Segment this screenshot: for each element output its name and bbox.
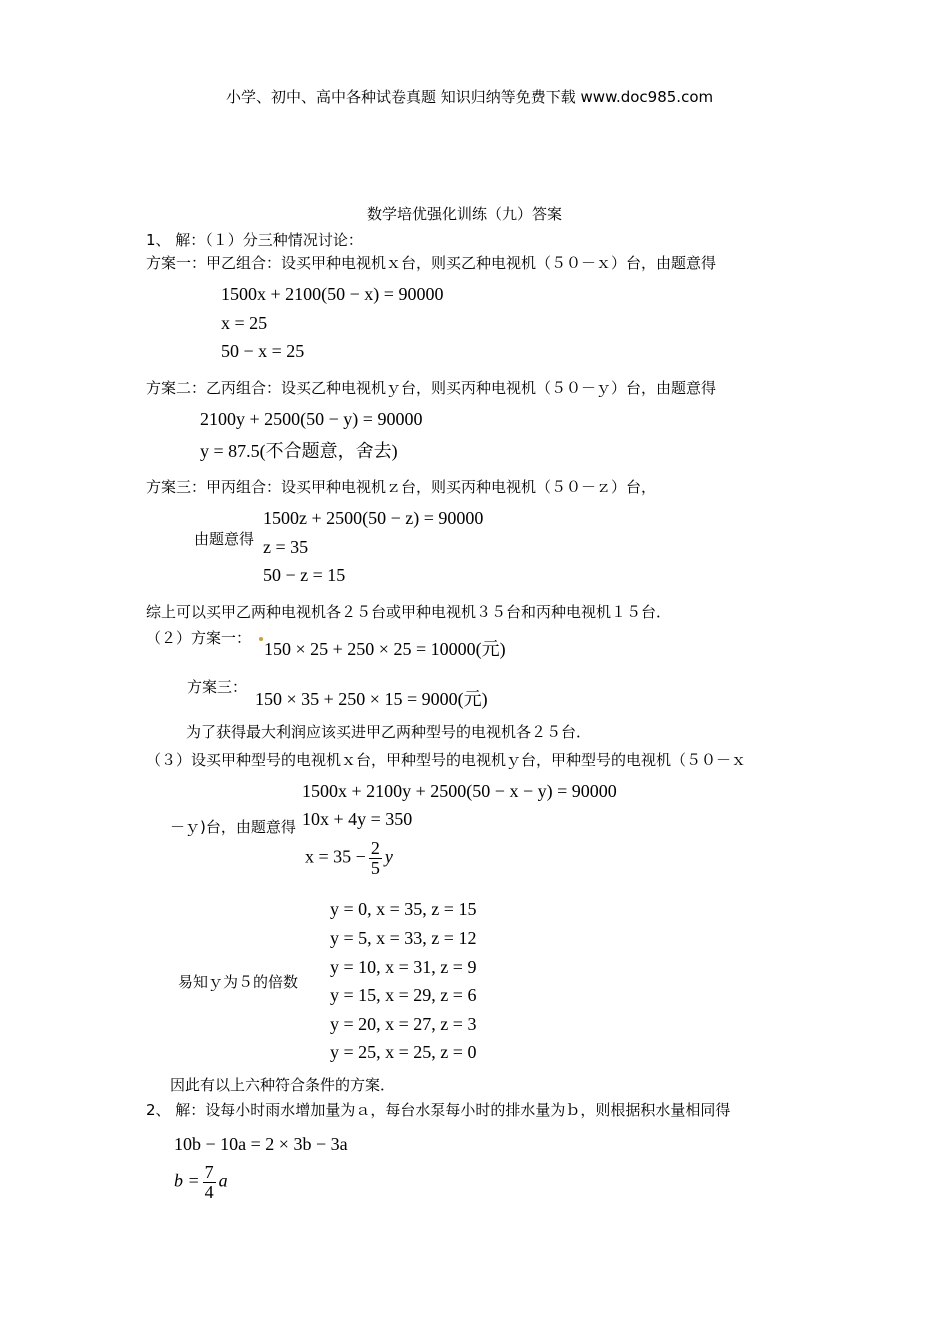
part3-conclusion: 因此有以上六种符合条件的方案． (170, 1076, 396, 1094)
page-header: 小学、初中、高中各种试卷真题 知识归纳等免费下载 www.doc985.com (226, 88, 714, 106)
plan1-equation: 1500x + 2100(50 − x) = 90000 (221, 284, 444, 304)
q2-solution-lhs: b = (174, 1170, 200, 1191)
q1-intro: 1、 解：（１）分三种情况讨论： (146, 231, 363, 249)
q2-equation: 10b − 10a = 2 × 3b − 3a (174, 1134, 348, 1154)
solution-row: y = 25, x = 25, z = 0 (330, 1042, 477, 1062)
plan2-solution: y = 87.5(不合题意，舍去) (200, 441, 398, 461)
part2-conclusion: 为了获得最大利润应该买进甲乙两种型号的电视机各２５台． (186, 723, 592, 741)
q2-solution-rhs: a (218, 1170, 228, 1191)
q2-solution (174, 1163, 228, 1202)
part3-multiple-label: 易知ｙ为５的倍数 (178, 973, 299, 991)
solution-row: y = 15, x = 29, z = 6 (330, 985, 477, 1005)
part2-label-plan3: 方案三： (187, 678, 248, 696)
fraction-denominator: 5 (370, 857, 380, 878)
part2-profit-plan3: 150 × 35 + 250 × 15 = 9000(元) (255, 689, 488, 709)
plan2-text: 方案二：乙丙组合：设买乙种电视机ｙ台，则买丙种电视机（５０－ｙ）台，由题意得 (146, 379, 717, 397)
stray-mark (259, 637, 263, 641)
plan3-equation: 1500z + 2500(50 − z) = 90000 (263, 508, 484, 528)
page-title: 数学培优强化训练（九）答案 (367, 205, 563, 223)
solution-row: y = 20, x = 27, z = 3 (330, 1014, 477, 1034)
plan3-text: 方案三：甲丙组合：设买甲种电视机ｚ台，则买丙种电视机（５０－ｚ）台， (146, 478, 657, 496)
fraction (203, 1163, 216, 1202)
plan3-solution-rest: 50 − z = 15 (263, 565, 346, 585)
solution-row: y = 5, x = 33, z = 12 (330, 928, 477, 948)
plan3-solution-z: z = 35 (263, 537, 309, 557)
part2-profit-plan1: 150 × 25 + 250 × 25 = 10000(元) (264, 639, 506, 659)
part3-equation: 1500x + 2100y + 2500(50 − x − y) = 90000 (302, 781, 617, 801)
solution-row: y = 0, x = 35, z = 15 (330, 899, 477, 919)
q2-text: 2、 解：设每小时雨水增加量为ａ，每台水泵每小时的排水量为ｂ，则根据积水量相同得 (146, 1101, 731, 1119)
q1-summary: 综上可以买甲乙两种电视机各２５台或甲种电视机３５台和丙种电视机１５台． (146, 603, 672, 621)
x-expression-lhs: x = 35 − (305, 846, 366, 867)
part3-simplified: 10x + 4y = 350 (302, 809, 413, 829)
fraction-numerator: 2 (370, 838, 380, 858)
solution-row: y = 10, x = 31, z = 9 (330, 957, 477, 977)
fraction (369, 839, 382, 878)
plan1-solution-x: x = 25 (221, 313, 268, 333)
plan2-equation: 2100y + 2500(50 − y) = 90000 (200, 409, 423, 429)
fraction-numerator: 7 (204, 1162, 214, 1182)
fraction-denominator: 4 (204, 1181, 214, 1202)
x-expression-rhs: y (384, 846, 393, 867)
part3-x-expression (305, 839, 393, 878)
plan1-text: 方案一：甲乙组合：设买甲种电视机ｘ台，则买乙种电视机（５０－ｘ）台，由题意得 (146, 254, 717, 272)
plan1-solution-rest: 50 − x = 25 (221, 341, 305, 361)
part2-label-plan1: （２）方案一： (146, 629, 252, 647)
part3-text-a: （３）设买甲种型号的电视机ｘ台，甲种型号的电视机ｙ台，甲种型号的电视机（５０－ｘ (146, 751, 747, 769)
plan3-label: 由题意得 (194, 530, 255, 548)
part3-text-b: －ｙ)台，由题意得 (170, 818, 296, 836)
